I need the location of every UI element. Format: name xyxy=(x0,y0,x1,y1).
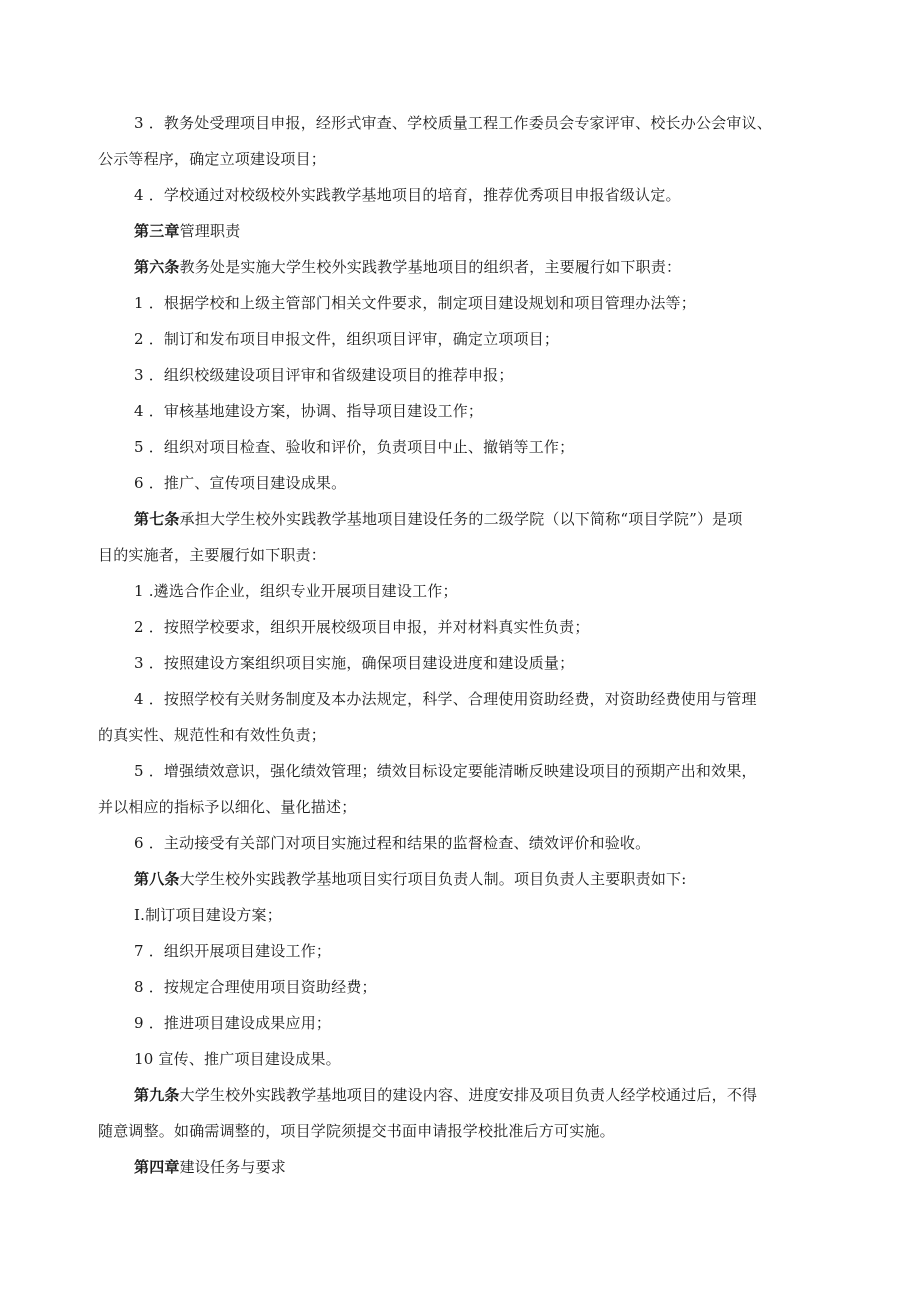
chapter-title: 建设任务与要求 xyxy=(179,1158,287,1176)
clause-text: 的真实性、规范性和有效性负责； xyxy=(98,726,327,744)
clause-text: 3 ．按照建设方案组织项目实施，确保项目建设进度和建设质量； xyxy=(134,654,575,672)
clause-text: 6 ．推广、宣传项目建设成果。 xyxy=(134,474,347,492)
clause-text: 并以相应的指标予以细化、量化描述； xyxy=(98,798,357,816)
clause-text: 5 ．组织对项目检查、验收和评价，负责项目中止、撤销等工作； xyxy=(134,438,575,456)
article-paragraph xyxy=(134,509,743,529)
article-text: 大学生校外实践教学基地项目的建设内容、进度安排及项目负责人经学校通过后，不得 xyxy=(179,1086,758,1104)
clause-text: 随意调整。如确需调整的，项目学院须提交书面申请报学校批准后方可实施。 xyxy=(98,1122,615,1140)
article-number: 第七条 xyxy=(134,510,180,528)
clause-text: 3 ．教务处受理项目申报，经形式审查、学校质量工程工作委员会专家评审、校长办公会审议、 xyxy=(134,114,772,132)
clause-text: 4 ．学校通过对校级校外实践教学基地项目的培育，推荐优秀项目申报省级认定。 xyxy=(134,186,681,204)
clause-text: 4 ．审核基地建设方案，协调、指导项目建设工作； xyxy=(134,402,484,420)
chapter-heading xyxy=(134,221,240,241)
article-paragraph xyxy=(134,257,681,277)
clause-text: 5 ．增强绩效意识，强化绩效管理；绩效目标设定要能清晰反映建设项目的预期产出和效果， xyxy=(134,762,757,780)
article-paragraph xyxy=(134,869,686,889)
clause-text: 公示等程序，确定立项建设项目； xyxy=(98,150,327,168)
clause-text: 1 ．根据学校和上级主管部门相关文件要求，制定项目建设规划和项目管理办法等； xyxy=(134,294,696,312)
chapter-heading xyxy=(134,1157,286,1177)
clause-text: 目的实施者，主要履行如下职责： xyxy=(98,546,327,564)
clause-text: I.制订项目建设方案； xyxy=(134,906,282,924)
clause-text: 8 ．按规定合理使用项目资助经费； xyxy=(134,978,377,996)
clause-text: 2 ．按照学校要求，组织开展校级项目申报，并对材料真实性负责； xyxy=(134,618,590,636)
chapter-number: 第三章 xyxy=(134,222,180,240)
article-text: 承担大学生校外实践教学基地项目建设任务的二级学院（以下简称“项目学院”）是项 xyxy=(179,510,743,528)
clause-text: 2 ．制订和发布项目申报文件，组织项目评审，确定立项项目； xyxy=(134,330,560,348)
article-number: 第九条 xyxy=(134,1086,180,1104)
article-number: 第八条 xyxy=(134,870,180,888)
chapter-number: 第四章 xyxy=(134,1158,180,1176)
chapter-title: 管理职责 xyxy=(179,222,241,240)
clause-text: 4 ．按照学校有关财务制度及本办法规定，科学、合理使用资助经费，对资助经费使用与管理 xyxy=(134,690,757,708)
clause-text: 7 ．组织开展项目建设工作； xyxy=(134,942,332,960)
article-paragraph xyxy=(134,1085,757,1105)
article-text: 大学生校外实践教学基地项目实行项目负责人制。项目负责人主要职责如下: xyxy=(179,870,687,888)
article-text: 教务处是实施大学生校外实践教学基地项目的组织者，主要履行如下职责： xyxy=(179,258,682,276)
article-number: 第六条 xyxy=(134,258,180,276)
clause-text: 3 ．组织校级建设项目评审和省级建设项目的推荐申报； xyxy=(134,366,514,384)
clause-text: 6 ．主动接受有关部门对项目实施过程和结果的监督检查、绩效评价和验收。 xyxy=(134,834,651,852)
clause-text: 9 ．推进项目建设成果应用； xyxy=(134,1014,332,1032)
clause-text: 10 宣传、推广项目建设成果。 xyxy=(134,1050,341,1068)
clause-text: 1 .遴选合作企业，组织专业开展项目建设工作； xyxy=(134,582,458,600)
